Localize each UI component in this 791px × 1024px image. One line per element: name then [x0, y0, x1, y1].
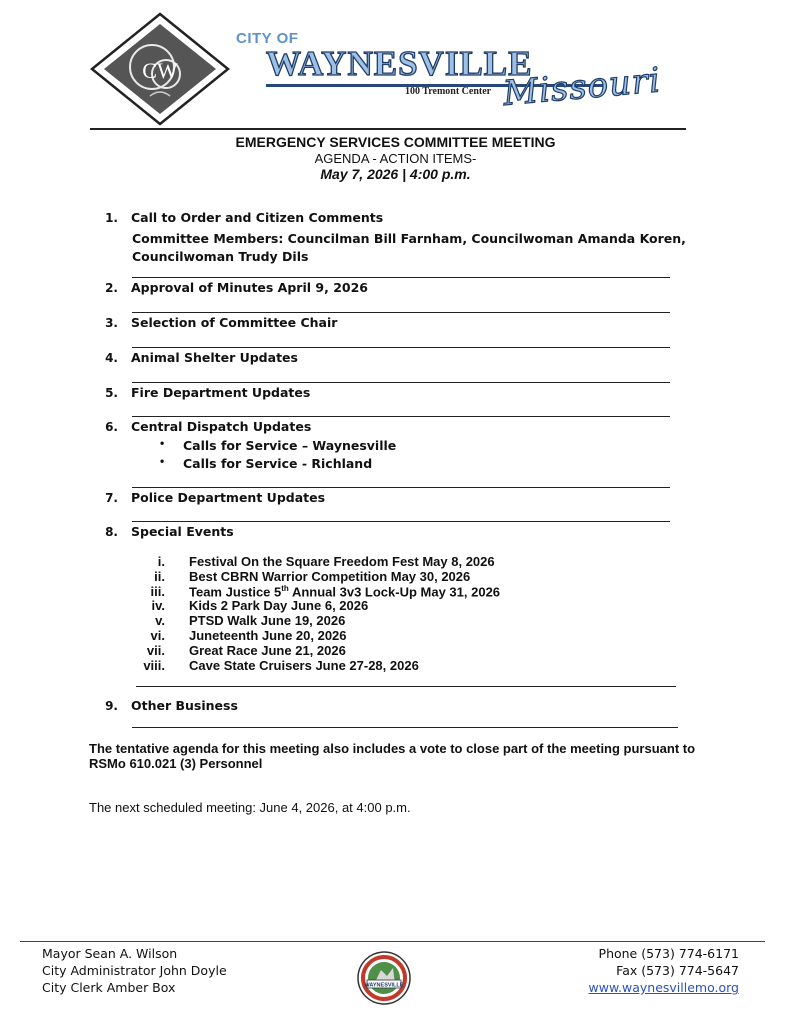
- agenda-item-central-dispatch: Central Dispatch Updates: [131, 419, 312, 434]
- event-numeral: ii.: [154, 569, 165, 584]
- agenda-number: 5.: [105, 386, 118, 400]
- bullet-dot: •: [160, 454, 165, 468]
- agenda-item-special-events: Special Events: [131, 524, 234, 539]
- agenda-item-animal-shelter: Animal Shelter Updates: [131, 350, 298, 365]
- seal-label: WAYNESVILLE: [364, 982, 404, 989]
- item-divider: [132, 382, 670, 383]
- event-cave-state-cruisers: Cave State Cruisers June 27-28, 2026: [189, 658, 419, 673]
- item-divider: [132, 521, 670, 522]
- agenda-item-approval-of-minutes: Approval of Minutes April 9, 2026: [131, 280, 368, 295]
- website-link[interactable]: www.waynesvillemo.org: [588, 980, 739, 995]
- agenda-number: 7.: [105, 491, 118, 505]
- agenda-number: 8.: [105, 525, 118, 539]
- agenda-number: 6.: [105, 420, 118, 434]
- city-logo: [88, 12, 232, 126]
- event-juneteenth: Juneteenth June 20, 2026: [189, 628, 347, 643]
- footer-phone: Phone (573) 774-6171: [598, 946, 739, 961]
- event-team-justice-text-rest: Annual 3v3 Lock-Up May 31, 2026: [288, 584, 501, 600]
- event-great-race: Great Race June 21, 2026: [189, 643, 346, 658]
- committee-members: Committee Members: Councilman Bill Farnham, Councilwoman Amanda Koren, Councilwoman Trudy Dils: [132, 231, 686, 264]
- agenda-number: 1.: [105, 211, 118, 225]
- meeting-date: May 7, 2026 | 4:00 p.m.: [320, 166, 471, 182]
- closed-session-notice: The tentative agenda for this meeting also includes a vote to close part of the meeting pursuant to RSMo 610.021 (3) Personnel: [89, 741, 696, 771]
- event-cbrn-warrior: Best CBRN Warrior Competition May 30, 2026: [189, 569, 471, 584]
- agenda-number: 4.: [105, 351, 118, 365]
- item-divider: [132, 416, 670, 417]
- meeting-title: EMERGENCY SERVICES COMMITTEE MEETING: [235, 134, 556, 150]
- event-numeral: vi.: [150, 628, 165, 643]
- bullet-dot: •: [160, 436, 165, 450]
- event-numeral: vii.: [146, 643, 165, 658]
- footer-fax: Fax (573) 774-5647: [616, 963, 739, 978]
- city-name: WAYNESVILLE: [266, 44, 533, 83]
- agenda-item-fire-department: Fire Department Updates: [131, 385, 311, 400]
- event-numeral: iv.: [151, 598, 165, 613]
- logo-monogram: CW: [142, 58, 178, 83]
- item-divider: [132, 727, 678, 728]
- city-of-label: CITY OF: [236, 30, 299, 47]
- agenda-number: 3.: [105, 316, 118, 330]
- event-team-justice-text: Team Justice 5: [189, 584, 282, 600]
- agenda-item-call-to-order: Call to Order and Citizen Comments: [131, 210, 384, 225]
- next-meeting-notice: The next scheduled meeting: June 4, 2026, at 4:00 p.m.: [89, 800, 411, 815]
- agenda-item-police-department: Police Department Updates: [131, 490, 326, 505]
- event-ptsd-walk: PTSD Walk June 19, 2026: [189, 613, 346, 628]
- city-address: 100 Tremont Center: [405, 86, 492, 97]
- state-script: Missouri: [501, 60, 663, 114]
- dispatch-bullet-waynesville: Calls for Service – Waynesville: [183, 438, 397, 453]
- header-divider: [90, 128, 686, 130]
- event-numeral: viii.: [143, 658, 165, 673]
- agenda-subtitle: AGENDA - ACTION ITEMS-: [314, 151, 477, 166]
- item-divider: [132, 312, 670, 313]
- city-seal: [353, 950, 415, 1006]
- footer-city-clerk: City Clerk Amber Box: [42, 980, 176, 995]
- footer-city-administrator: City Administrator John Doyle: [42, 963, 227, 978]
- footer-mayor: Mayor Sean A. Wilson: [42, 946, 178, 961]
- dispatch-bullet-richland: Calls for Service - Richland: [183, 456, 373, 471]
- item-divider: [132, 277, 670, 278]
- item-divider: [132, 487, 670, 488]
- event-numeral: v.: [155, 613, 165, 628]
- agenda-number: 2.: [105, 281, 118, 295]
- footer-divider: [20, 941, 765, 942]
- agenda-item-other-business: Other Business: [131, 698, 238, 713]
- event-numeral: iii.: [150, 584, 165, 599]
- item-divider: [132, 347, 670, 348]
- agenda-number: 9.: [105, 699, 118, 713]
- event-kids-2-park: Kids 2 Park Day June 6, 2026: [189, 598, 369, 613]
- event-numeral: i.: [157, 554, 165, 569]
- ordinal-suffix: th: [281, 584, 289, 593]
- agenda-item-committee-chair: Selection of Committee Chair: [131, 315, 338, 330]
- event-freedom-fest: Festival On the Square Freedom Fest May 8, 2026: [189, 554, 495, 569]
- item-divider: [136, 686, 676, 687]
